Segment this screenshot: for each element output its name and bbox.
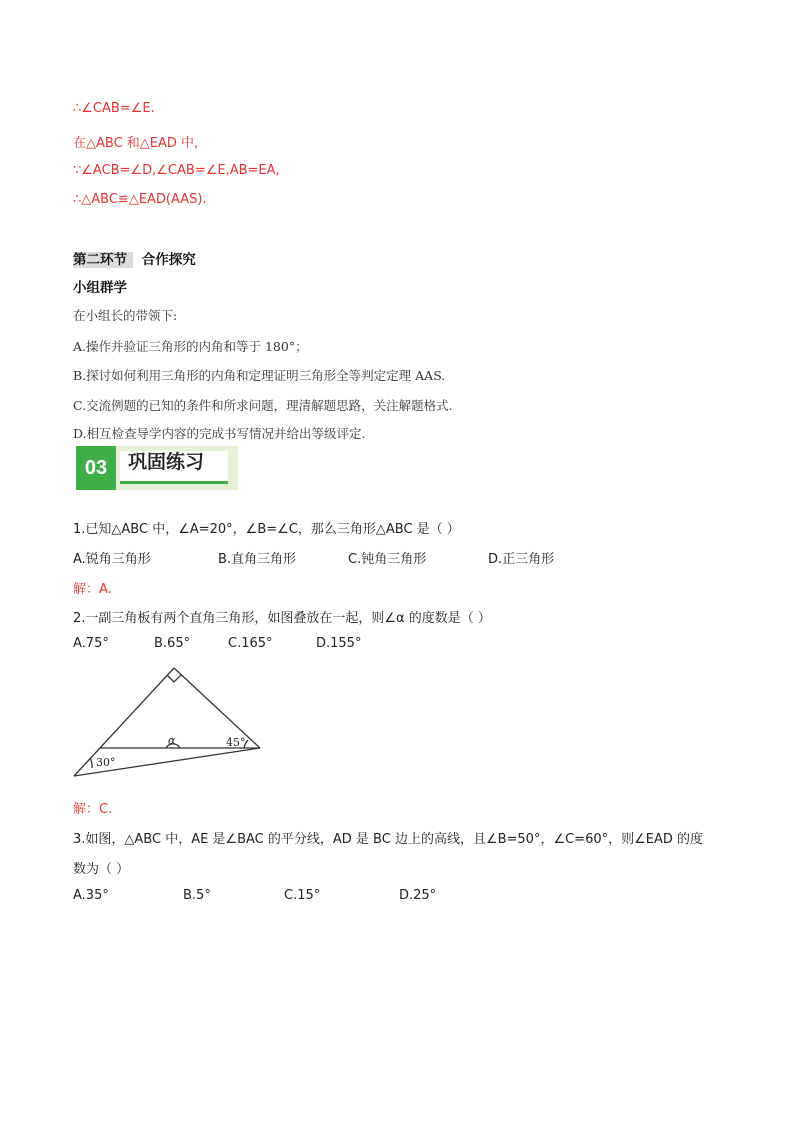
proof-line-4: ∴△ABC≌△EAD(AAS). (73, 192, 207, 207)
q2-option-b: B.65° (154, 636, 191, 651)
q3-option-c: C.15° (284, 888, 321, 903)
q2-option-d: D.155° (316, 636, 362, 651)
right-angle-mark (167, 675, 181, 682)
q1-option-c: C.钝角三角形 (348, 552, 427, 567)
section-banner (76, 446, 238, 490)
triangle-side (174, 668, 260, 748)
q2-option-c: C.165° (228, 636, 273, 651)
q1-option-b: B.直角三角形 (218, 552, 297, 567)
triangle-figure (68, 662, 268, 782)
intro-text: 在小组长的带领下: (73, 308, 178, 323)
q1-answer: 解：A. (73, 582, 112, 597)
q2-stem: 2.一副三角板有两个直角三角形，如图叠放在一起，则∠α 的度数是（ ） (73, 611, 491, 626)
q3-option-d: D.25° (399, 888, 437, 903)
q3-stem-line1: 3.如图，△ABC 中，AE 是∠BAC 的平分线，AD 是 BC 边上的高线，且∠B=50°，∠C=60°，则∠EAD 的度 (73, 832, 704, 847)
q1-stem: 1.已知△ABC 中，∠A=20°，∠B=∠C，那么三角形△ABC 是（ ） (73, 522, 460, 537)
proof-line-2: 在△ABC 和△EAD 中, (73, 136, 199, 151)
list-item: C.交流例题的已知的条件和所求问题，理清解题思路，关注解题格式. (73, 398, 453, 413)
q3-stem-line2: 数为（ ） (73, 862, 130, 877)
proof-line-3: ∵∠ACB=∠D,∠CAB=∠E,AB=EA, (73, 163, 280, 178)
q3-option-a: A.35° (73, 888, 109, 903)
angle-30-label: 30° (96, 756, 116, 769)
banner-title: 巩固练习 (128, 451, 205, 473)
q3-option-b: B.5° (183, 888, 211, 903)
q1-option-a: A.锐角三角形 (73, 552, 151, 567)
q1-option-d: D.正三角形 (488, 552, 555, 567)
q2-option-a: A.75° (73, 636, 109, 651)
subheading: 小组群学 (73, 280, 127, 296)
banner-number: 03 (76, 446, 116, 490)
triangle-side (100, 668, 174, 748)
section-heading-number: 第二环节 (73, 252, 133, 268)
list-item: D.相互检查导学内容的完成书写情况并给出等级评定. (73, 426, 366, 441)
angle-arc-30 (90, 758, 92, 768)
q2-answer: 解：C. (73, 802, 113, 817)
section-heading-title: 合作探究 (141, 252, 196, 268)
proof-line-1: ∴∠CAB=∠E. (73, 101, 155, 116)
alpha-label: α (168, 734, 176, 747)
list-item: A.操作并验证三角形的内角和等于 180°； (73, 339, 308, 354)
section-heading (73, 248, 196, 268)
list-item: B.探讨如何利用三角形的内角和定理证明三角形全等判定定理 AAS. (73, 368, 446, 383)
angle-45-label: 45° (226, 736, 246, 749)
